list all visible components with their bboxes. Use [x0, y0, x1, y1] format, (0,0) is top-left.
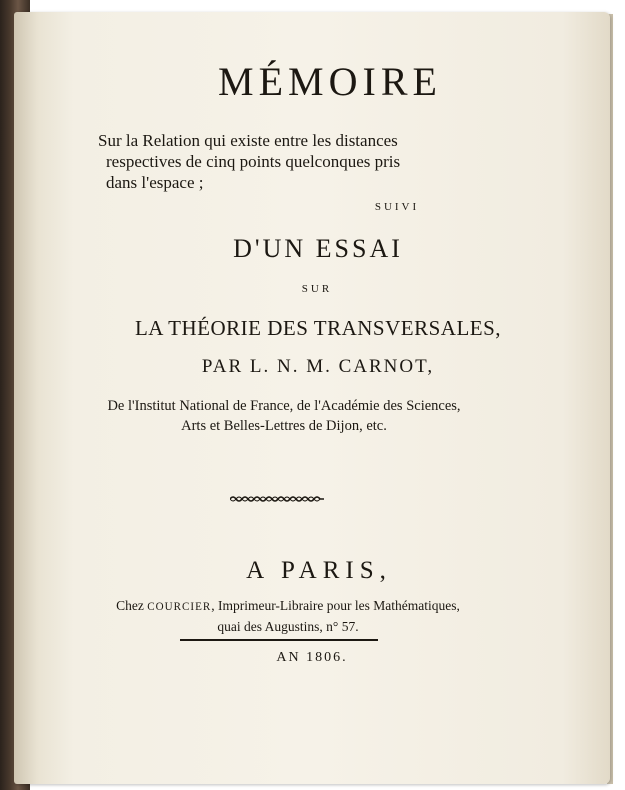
subtitle-line-1: Sur la Relation qui existe entre les distances	[98, 131, 398, 150]
publisher-name: COURCIER	[147, 601, 212, 613]
publisher-line-1-rest: , Imprimeur-Libraire pour les Mathématiques,	[211, 598, 460, 613]
publication-year: AN 1806.	[276, 650, 348, 665]
publisher-line-1	[84, 596, 492, 617]
publication-city: A PARIS,	[246, 557, 392, 584]
book-title: MÉMOIRE	[218, 59, 442, 104]
publisher-info	[84, 596, 492, 636]
essai-heading: D'UN ESSAI	[233, 234, 403, 263]
subtitle	[98, 130, 478, 193]
publisher-line-2: quai des Augustins, n° 57.	[217, 619, 359, 634]
suivi-label: SUIVI	[374, 201, 420, 213]
publisher-chez: Chez	[116, 598, 144, 613]
author-line: PAR L. N. M. CARNOT,	[201, 356, 435, 377]
ornament-divider	[230, 494, 324, 504]
sur-label: SUR	[301, 283, 333, 295]
divider-rule	[180, 639, 378, 641]
title-page	[14, 12, 610, 784]
subtitle-line-2: respectives de cinq points quelconques pris	[106, 152, 401, 171]
theorie-heading: LA THÉORIE DES TRANSVERSALES,	[134, 316, 502, 340]
affiliation-line-1: De l'Institut National de France, de l'Académie des Sciences,	[107, 398, 461, 414]
author-affiliation	[84, 396, 484, 436]
affiliation-line-2: Arts et Belles-Lettres de Dijon, etc.	[181, 418, 387, 434]
subtitle-line-3: dans l'espace ;	[106, 173, 204, 192]
